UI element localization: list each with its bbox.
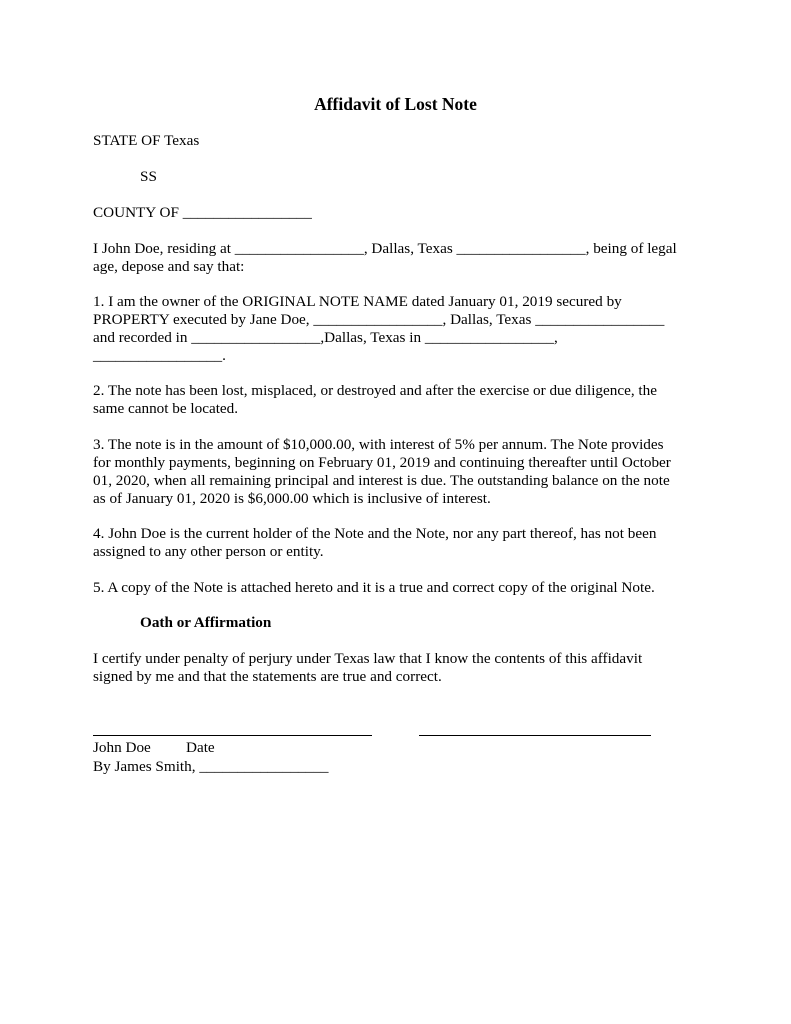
date-label: Date: [186, 739, 215, 756]
signature-line: [93, 735, 372, 736]
oath-line-1: I certify under penalty of perjury under Texas law that I know the contents of this affidavit: [93, 650, 643, 667]
oath-paragraph: [93, 650, 698, 686]
paragraph-2-line-1: 2. The note has been lost, misplaced, or destroyed and after the exercise or due diligence, the: [93, 382, 657, 399]
by-line: By James Smith, _________________: [93, 758, 329, 775]
paragraph-3-line-3: 01, 2020, when all remaining principal and interest is due. The outstanding balance on the note: [93, 472, 670, 489]
paragraph-4: [93, 525, 698, 561]
paragraph-3-line-4: as of January 01, 2020 is $6,000.00 which is inclusive of interest.: [93, 490, 491, 507]
paragraph-3-line-2: for monthly payments, beginning on February 01, 2019 and continuing thereafter until October: [93, 454, 671, 471]
paragraph-2: [93, 382, 698, 418]
paragraph-1-line-1: 1. I am the owner of the ORIGINAL NOTE NAME dated January 01, 2019 secured by: [93, 293, 622, 310]
paragraph-3: [93, 436, 698, 508]
paragraph-4-line-1: 4. John Doe is the current holder of the Note and the Note, nor any part thereof, has not been: [93, 525, 657, 542]
intro-line-1: I John Doe, residing at _________________, Dallas, Texas _________________, being of legal: [93, 240, 677, 257]
date-signature-line: [419, 735, 651, 736]
county-line: COUNTY OF _________________: [93, 204, 312, 221]
oath-line-2: signed by me and that the statements are true and correct.: [93, 668, 442, 685]
paragraph-4-line-2: assigned to any other person or entity.: [93, 543, 324, 560]
intro-paragraph: [93, 240, 698, 276]
paragraph-1-line-4: _________________.: [93, 347, 226, 364]
paragraph-5: 5. A copy of the Note is attached hereto and it is a true and correct copy of the original Note.: [93, 579, 655, 596]
paragraph-1-line-3: and recorded in _________________,Dallas, Texas in _________________,: [93, 329, 558, 346]
oath-heading: Oath or Affirmation: [140, 614, 272, 631]
ss-line: SS: [140, 168, 157, 185]
paragraph-1-line-2: PROPERTY executed by Jane Doe, _________________, Dallas, Texas _________________: [93, 311, 665, 328]
paragraph-1: [93, 293, 698, 365]
paragraph-3-line-1: 3. The note is in the amount of $10,000.00, with interest of 5% per annum. The Note provides: [93, 436, 664, 453]
state-line: STATE OF Texas: [93, 132, 200, 149]
intro-line-2: age, depose and say that:: [93, 258, 245, 275]
paragraph-2-line-2: same cannot be located.: [93, 400, 239, 417]
document-title: Affidavit of Lost Note: [314, 94, 477, 114]
signer-name: John Doe: [93, 739, 151, 756]
